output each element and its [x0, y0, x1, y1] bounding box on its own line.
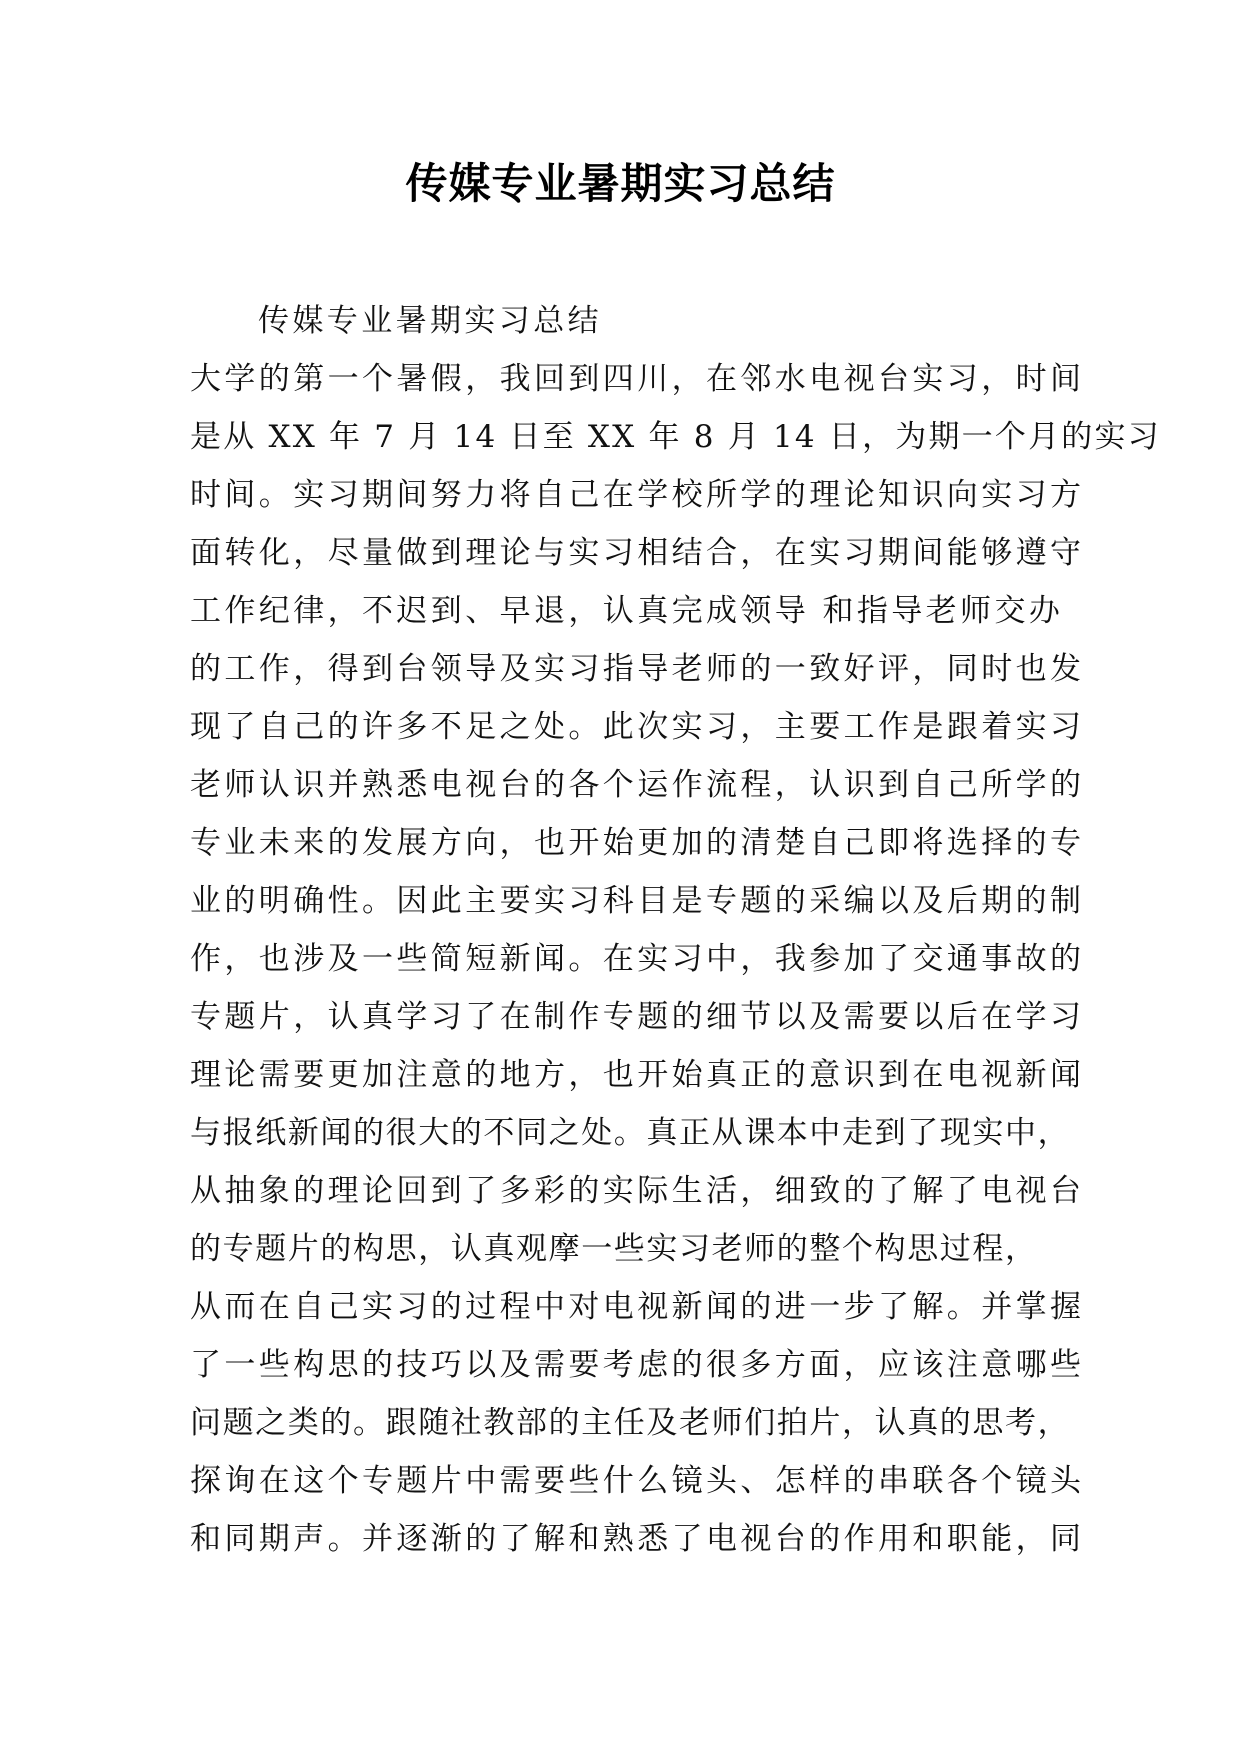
body-line: 问题之类的。跟随社教部的主任及老师们拍片，认真的思考，: [190, 1405, 1071, 1441]
body-line: 的工作，得到台领导及实习指导老师的一致好评，同时也发: [190, 651, 1085, 687]
body-line: 专题片，认真学习了在制作专题的细节以及需要以后在学习: [190, 999, 1085, 1035]
document-title: 传媒专业暑期实习总结: [405, 159, 836, 208]
body-line: 与报纸新闻的很大的不同之处。真正从课本中走到了现实中，: [190, 1115, 1071, 1151]
body-line-subtitle: 传媒专业暑期实习总结: [258, 303, 602, 339]
body-line: 现了自己的许多不足之处。此次实习，主要工作是跟着实习: [190, 709, 1085, 745]
body-line: 探询在这个专题片中需要些什么镜头、怎样的串联各个镜头: [190, 1463, 1085, 1499]
body-line: 业的明确性。因此主要实习科目是专题的采编以及后期的制: [190, 883, 1085, 919]
body-line: 作，也涉及一些简短新闻。在实习中，我参加了交通事故的: [190, 941, 1085, 977]
body-line: 了一些构思的技巧以及需要考虑的很多方面，应该注意哪些: [190, 1347, 1085, 1383]
body-line: 的专题片的构思，认真观摩一些实习老师的整个构思过程，: [190, 1231, 1038, 1267]
body-line: 面转化，尽量做到理论与实习相结合，在实习期间能够遵守: [190, 535, 1085, 571]
body-line: 时间。实习期间努力将自己在学校所学的理论知识向实习方: [190, 477, 1085, 513]
body-line: 从抽象的理论回到了多彩的实际生活，细致的了解了电视台: [190, 1173, 1085, 1209]
body-line: 理论需要更加注意的地方，也开始真正的意识到在电视新闻: [190, 1057, 1085, 1093]
body-line: 从而在自己实习的过程中对电视新闻的进一步了解。并掌握: [190, 1289, 1085, 1325]
body-line: 大学的第一个暑假，我回到四川，在邻水电视台实习，时间: [190, 361, 1085, 397]
body-line: 工作纪律，不迟到、早退，认真完成领导 和指导老师交办: [190, 593, 1064, 629]
body-line: 是从 XX 年 7 月 14 日至 XX 年 8 月 14 日，为期一个月的实习: [190, 419, 1161, 455]
document-body: [190, 292, 1161, 1568]
body-line: 和同期声。并逐渐的了解和熟悉了电视台的作用和职能，同: [190, 1521, 1085, 1557]
body-line: 专业未来的发展方向，也开始更加的清楚自己即将选择的专: [190, 825, 1085, 861]
body-line: 老师认识并熟悉电视台的各个运作流程，认识到自己所学的: [190, 767, 1085, 803]
